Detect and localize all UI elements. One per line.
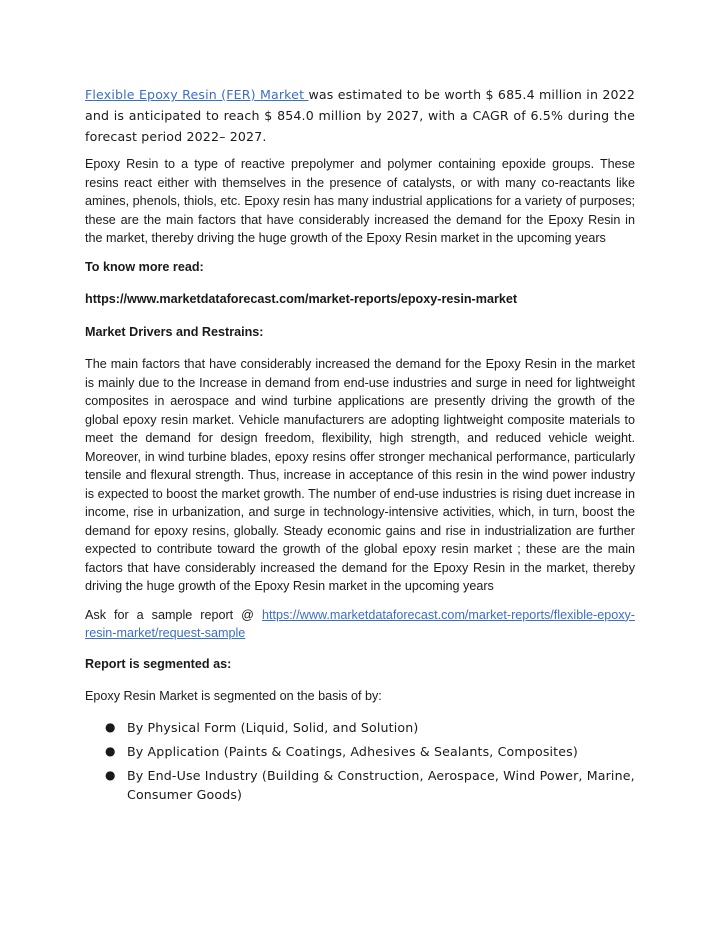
sample-report-link[interactable]: https://www.marketdataforecast.com/market-reports/flexible-epoxy-resin-market/request-sample <box>85 607 635 640</box>
segmented-heading: Report is segmented as: <box>85 656 232 671</box>
bullet-icon: ● <box>105 719 116 734</box>
intro-text: was estimated to be worth $ 685.4 million in 2022 and is anticipated to reach $ 854.0 million by 2027, with a CAGR of 6.5% during the forecast period 2022– 2027. <box>85 87 636 144</box>
intro-paragraph <box>85 84 635 147</box>
segments-list <box>85 718 635 804</box>
drivers-paragraph: The main factors that have considerably increased the demand for the Epoxy Resin in the market is mainly due to the Increase in demand from end-use industries and surge in need for lightweight composites in aerospace and wind turbine applications are presently driving the growth of the global epoxy resin market. Vehicle manufacturers are adopting lightweight composite materials to meet the demand for design freedom, flexibility, high strength, and reduced vehicle weight. Moreover, in wind turbine blades, epoxy resins offer stronger mechanical performance, particularly tensile and flexural strength. Thus, increase in acceptance of this resin in the wind power industry is expected to boost the market growth. The number of end-use industries is rising duet increase in income, rise in urbanization, and surge in technology-intensive activities, which, in turn, boost the demand for epoxy resins, globally. Steady economic gains and rise in industrialization are further expected to contribute toward the growth of the global epoxy resin market ; these are the main factors that have considerably increased the demand for the Epoxy Resin in the market, thereby driving the huge growth of the Epoxy Resin market in the upcoming years <box>85 357 635 593</box>
bullet-icon: ● <box>105 767 116 782</box>
list-item: ● By End-Use Industry (Building & Construction, Aerospace, Wind Power, Marine, Consumer Goods) <box>105 767 635 802</box>
list-item: ● By Physical Form (Liquid, Solid, and Solution) <box>105 719 419 735</box>
know-more-url: https://www.marketdataforecast.com/market-reports/epoxy-resin-market <box>85 292 518 306</box>
list-item: ● By Application (Paints & Coatings, Adhesives & Sealants, Composites) <box>105 743 578 759</box>
drivers-heading: Market Drivers and Restrains: <box>85 324 264 339</box>
know-more-label: To know more read: <box>85 259 204 274</box>
epoxy-description-paragraph: Epoxy Resin to a type of reactive prepolymer and polymer containing epoxide groups. These resins react either with themselves in the presence of catalysts, or with many co-reactants like amines, phenols, thiols, etc. Epoxy resin has many industrial applications for a variety of purposes; these are the main factors that have considerably increased the demand for the Epoxy Resin in the market, thereby driving the huge growth of the Epoxy Resin market in the upcoming years <box>85 157 635 245</box>
document-page <box>85 84 635 809</box>
fer-market-link[interactable]: Flexible Epoxy Resin (FER) Market <box>85 87 309 102</box>
bullet-icon: ● <box>105 743 116 758</box>
sample-prefix: Ask for a sample report @ <box>85 607 262 622</box>
sample-paragraph <box>85 606 635 643</box>
segmented-intro: Epoxy Resin Market is segmented on the basis of by: <box>85 689 382 703</box>
